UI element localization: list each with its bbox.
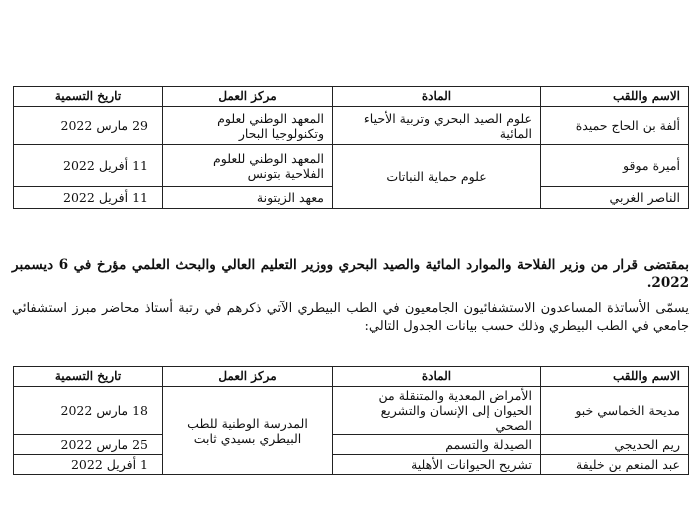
table-header-row <box>14 367 689 387</box>
header-name: الاسم واللقب <box>541 367 689 387</box>
decree-title: بمقتضى قرار من وزير الفلاحة والموارد المائية والصيد البحري ووزير التعليم العالي والبحث العلمي مؤرخ في 6 ديسمبر 2022. <box>12 257 689 291</box>
cell-name: عبد المنعم بن خليفة <box>541 455 689 475</box>
cell-name: أميرة موقو <box>541 145 689 187</box>
table-row <box>14 455 689 475</box>
cell-work-center: المعهد الوطني للعلوم الفلاحية بتونس <box>163 145 333 187</box>
decree-body: يسمّى الأساتذة المساعدون الاستشفائيون الجامعيون في الطب البيطري الآتي ذكرهم في رتبة أستاذ محاضر مبرز استشفائي جامعي في الطب البيطري وذلك حسب بيانات الجدول التالي: <box>12 301 689 334</box>
header-appointment-date: تاريخ التسمية <box>14 367 163 387</box>
appointments-table-1 <box>13 86 689 209</box>
cell-subject: علوم الصيد البحري وتربية الأحياء المائية <box>333 107 541 145</box>
cell-date: 25 مارس 2022 <box>14 435 163 455</box>
table-row <box>14 107 689 145</box>
cell-subject: الصيدلة والتسمم <box>333 435 541 455</box>
header-appointment-date: تاريخ التسمية <box>14 87 163 107</box>
cell-date: 11 أفريل 2022 <box>14 187 163 209</box>
table-row <box>14 145 689 187</box>
cell-name: مديحة الخماسي خبو <box>541 387 689 435</box>
table-row <box>14 387 689 435</box>
cell-name: ريم الحديجي <box>541 435 689 455</box>
cell-date: 1 أفريل 2022 <box>14 455 163 475</box>
header-work-center: مركز العمل <box>163 367 333 387</box>
header-subject: المادة <box>333 367 541 387</box>
cell-subject: تشريح الحيوانات الأهلية <box>333 455 541 475</box>
header-name: الاسم واللقب <box>541 87 689 107</box>
cell-date: 11 أفريل 2022 <box>14 145 163 187</box>
header-work-center: مركز العمل <box>163 87 333 107</box>
header-subject: المادة <box>333 87 541 107</box>
appointments-table-2 <box>13 366 689 475</box>
cell-name: ألفة بن الحاج حميدة <box>541 107 689 145</box>
cell-work-center: المعهد الوطني لعلوم وتكنولوجيا البحار <box>163 107 333 145</box>
cell-date: 18 مارس 2022 <box>14 387 163 435</box>
cell-work-center: معهد الزيتونة <box>163 187 333 209</box>
cell-subject: علوم حماية النباتات <box>333 145 541 209</box>
cell-subject: الأمراض المعدية والمتنقلة من الحيوان إلى الإنسان والتشريع الصحي <box>333 387 541 435</box>
cell-date: 29 مارس 2022 <box>14 107 163 145</box>
table-row <box>14 435 689 455</box>
cell-work-center: المدرسة الوطنية للطب البيطري بسيدي ثابت <box>163 387 333 475</box>
cell-name: الناصر الغربي <box>541 187 689 209</box>
table-header-row <box>14 87 689 107</box>
